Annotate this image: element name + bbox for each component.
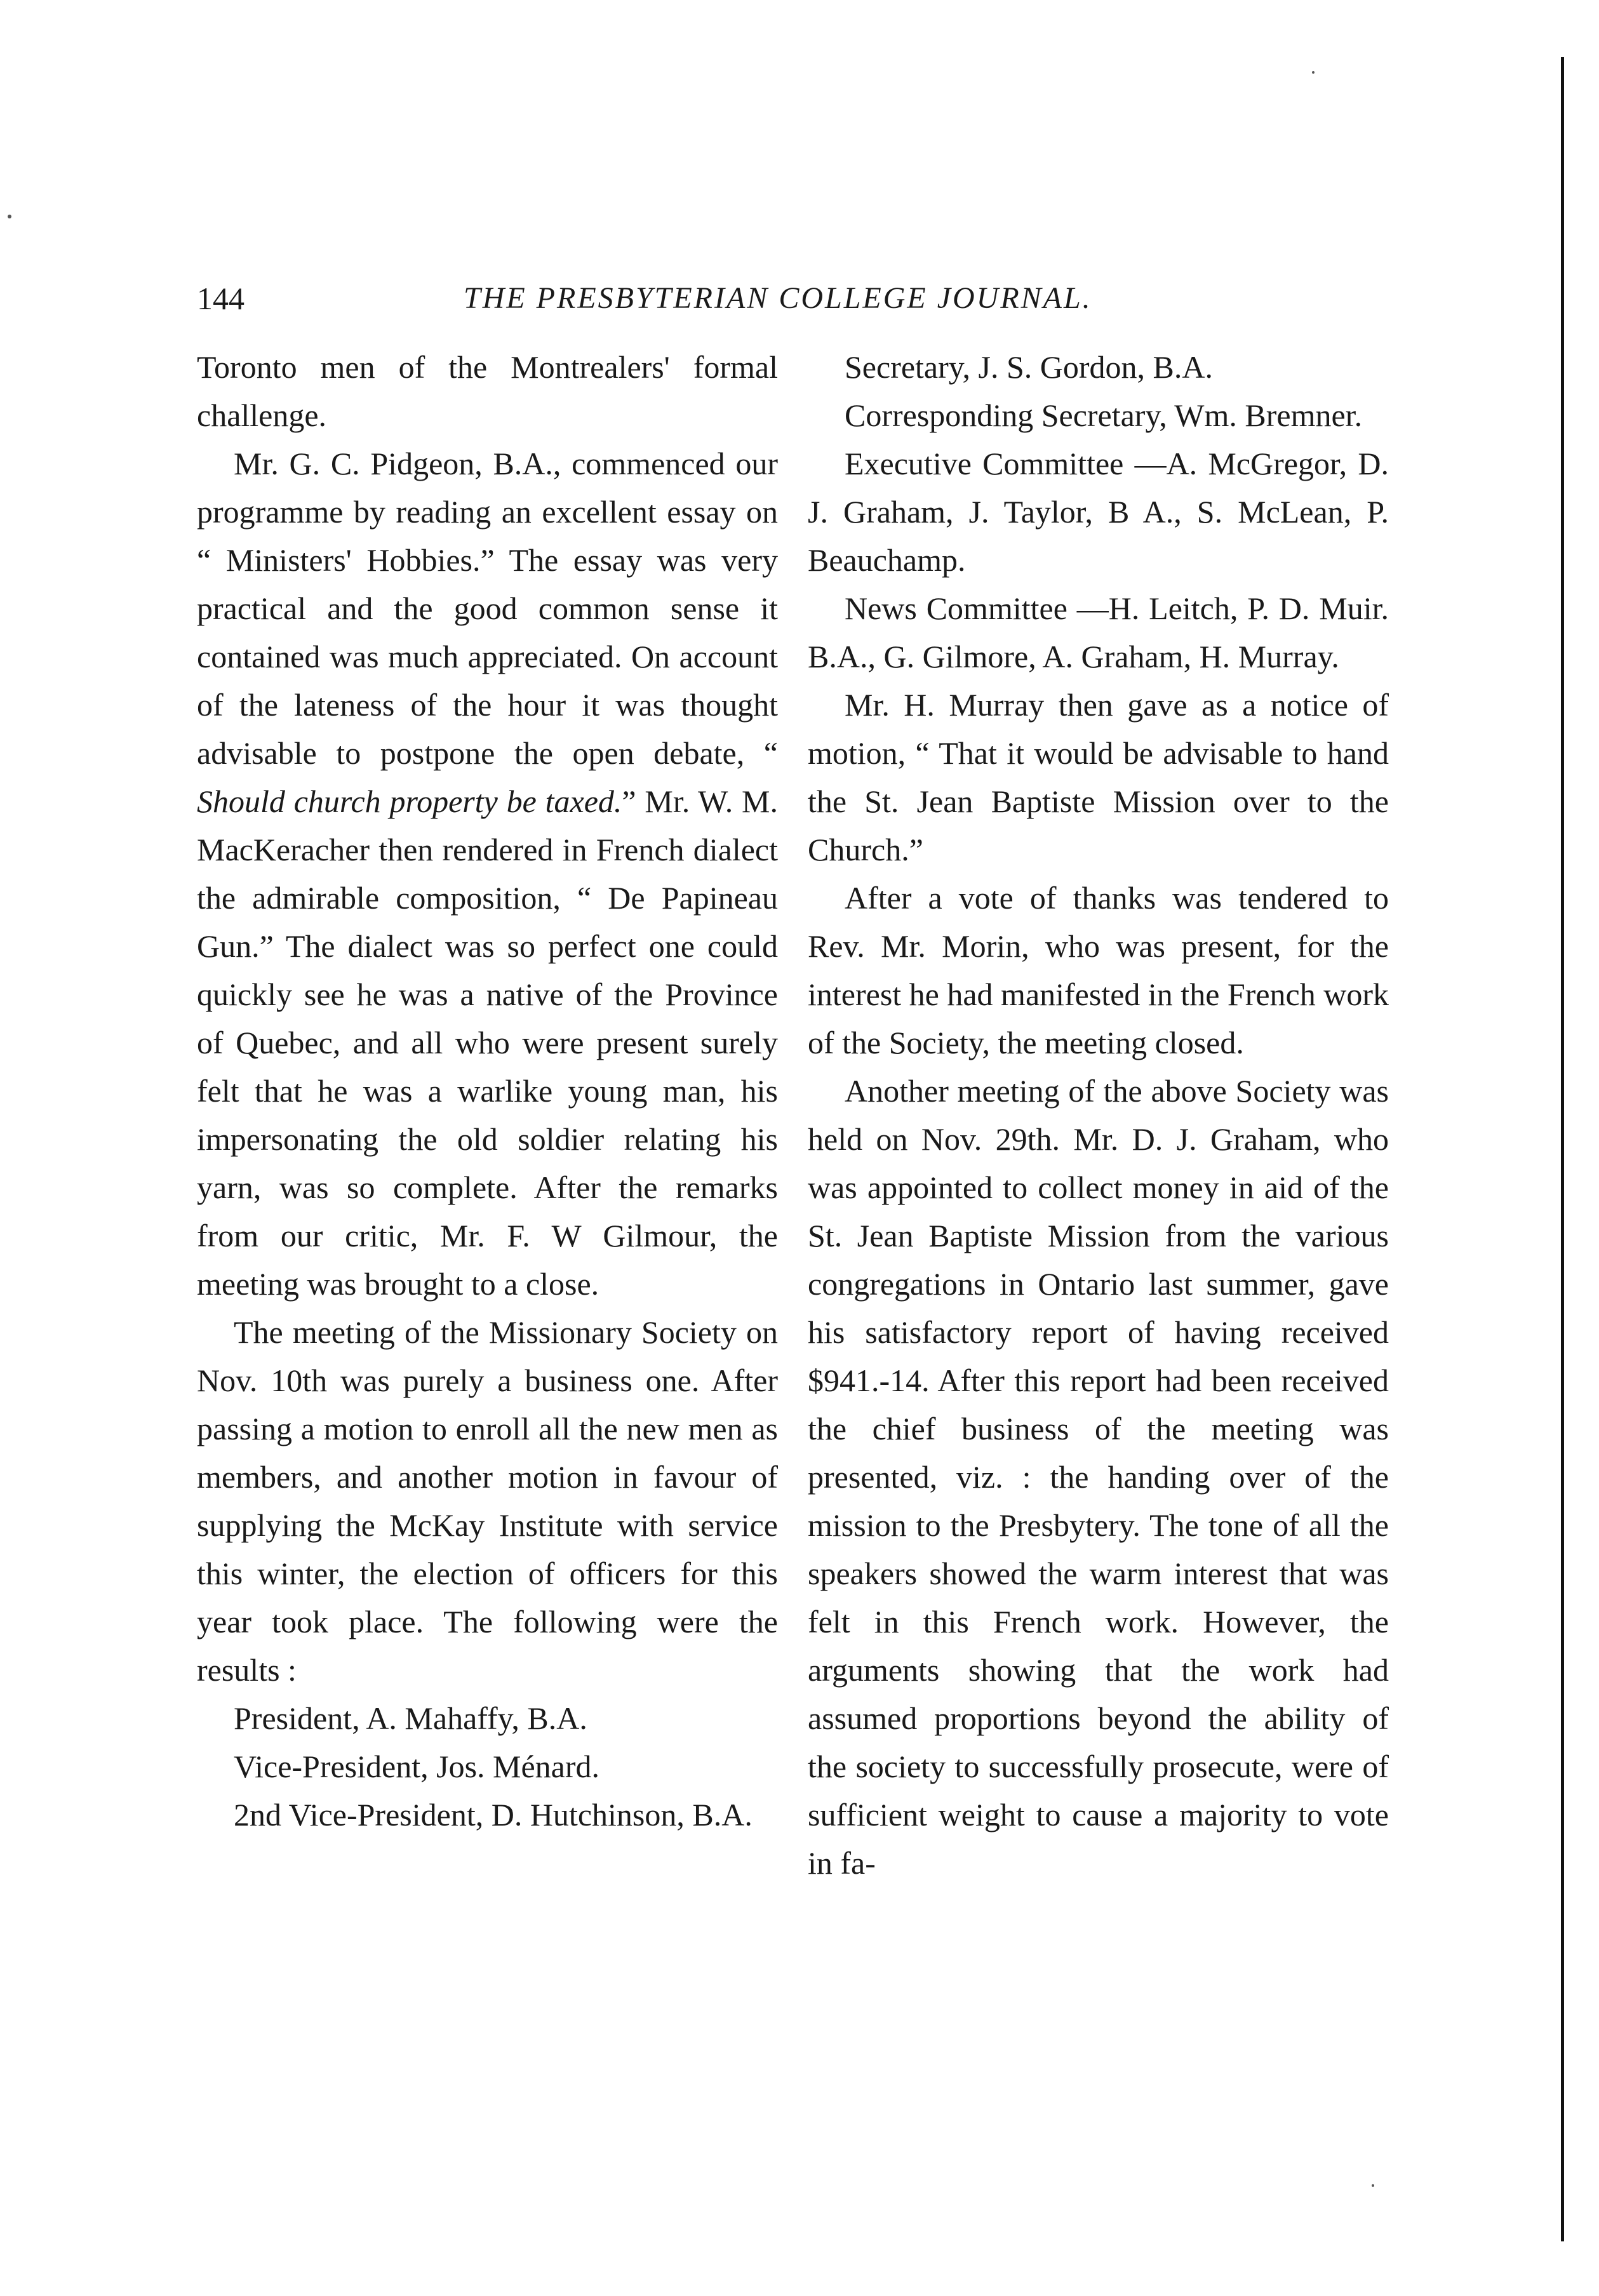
scan-speck (1312, 71, 1315, 74)
paragraph-continuation: Toronto men of the Montrealers' formal challenge. (197, 349, 778, 433)
scan-speck (1372, 2184, 1374, 2187)
paragraph-text: Mr. G. C. Pidgeon, B.A., commenced our programme by reading an excellent essay on “ Ministers' Hobbies.” The essay was very practical and the good common sense it contained was much appreciated. On account of the lateness of the hour it was thought advisable to postpone the open debate, “ (197, 446, 778, 771)
officer-president: President, A. Mahaffy, B.A. (234, 1700, 587, 1736)
paragraph-missionary-society: The meeting of the Missionary Society on Nov. 10th was purely a business one. After passing a motion to enroll all the new men as members, and another motion in favour of supplying the McKay Institute with service this winter, the election of officers for this year took place. The following were the results : (197, 1314, 778, 1688)
officer-vice-president: Vice-President, Jos. Ménard. (234, 1749, 600, 1784)
paragraph-vote-of-thanks: After a vote of thanks was tendered to Rev. Mr. Morin, who was present, for the interest he had manifested in the French work of the Society, the meeting closed. (808, 880, 1389, 1060)
executive-committee: Executive Committee —A. McGregor, D. J. Graham, J. Taylor, B A., S. McLean, P. Beauchamp. (808, 446, 1389, 578)
left-column (197, 343, 778, 1839)
officer-second-vice-president: 2nd Vice-President, D. Hutchinson, B.A. (234, 1797, 753, 1832)
paragraph-pidgeon-essay (197, 439, 778, 1308)
right-column (808, 343, 1389, 1887)
paragraph-notice-of-motion: Mr. H. Murray then gave as a notice of motion, “ That it would be advisable to hand the St. Jean Baptiste Mission over to the Church.” (808, 687, 1389, 867)
journal-title: THE PRESBYTERIAN COLLEGE JOURNAL. (464, 281, 1092, 315)
running-header (197, 276, 1372, 321)
paragraph-text: ” Mr. W. M. MacKeracher then rendered in French dialect the admirable composition, “ De Papineau Gun.” The dialect was so perfect one could quickly see he was a native of the Province of Quebec, and all who were present surely felt that he was a warlike young man, his impersonating the old soldier relating his yarn, was so complete. After the remarks from our critic, Mr. F. W Gilmour, the meeting was brought to a close. (197, 784, 778, 1302)
page-binding-edge (1561, 57, 1564, 2241)
debate-title: Should church property be taxed. (197, 784, 622, 819)
news-committee: News Committee —H. Leitch, P. D. Muir. B.A., G. Gilmore, A. Graham, H. Murray. (808, 591, 1389, 674)
page-number: 144 (197, 281, 244, 316)
officer-secretary: Secretary, J. S. Gordon, B.A. (845, 349, 1214, 385)
scan-speck (8, 215, 11, 218)
paragraph-another-meeting: Another meeting of the above Society was held on Nov. 29th. Mr. D. J. Graham, who was appointed to collect money in aid of the St. Jean Baptiste Mission from the various congregations in Ontario last summer, gave his satisfactory report of having received $941.-14. After this report had been received the chief business of the meeting was presented, viz. : the handing over of the mission to the Presbytery. The tone of all the speakers showed the warm interest that was felt in this French work. However, the arguments showing that the work had assumed proportions beyond the ability of the society to successfully prosecute, were of sufficient weight to cause a majority to vote in fa- (808, 1073, 1389, 1881)
officer-corresponding-secretary: Corresponding Secretary, Wm. Bremner. (845, 397, 1363, 433)
